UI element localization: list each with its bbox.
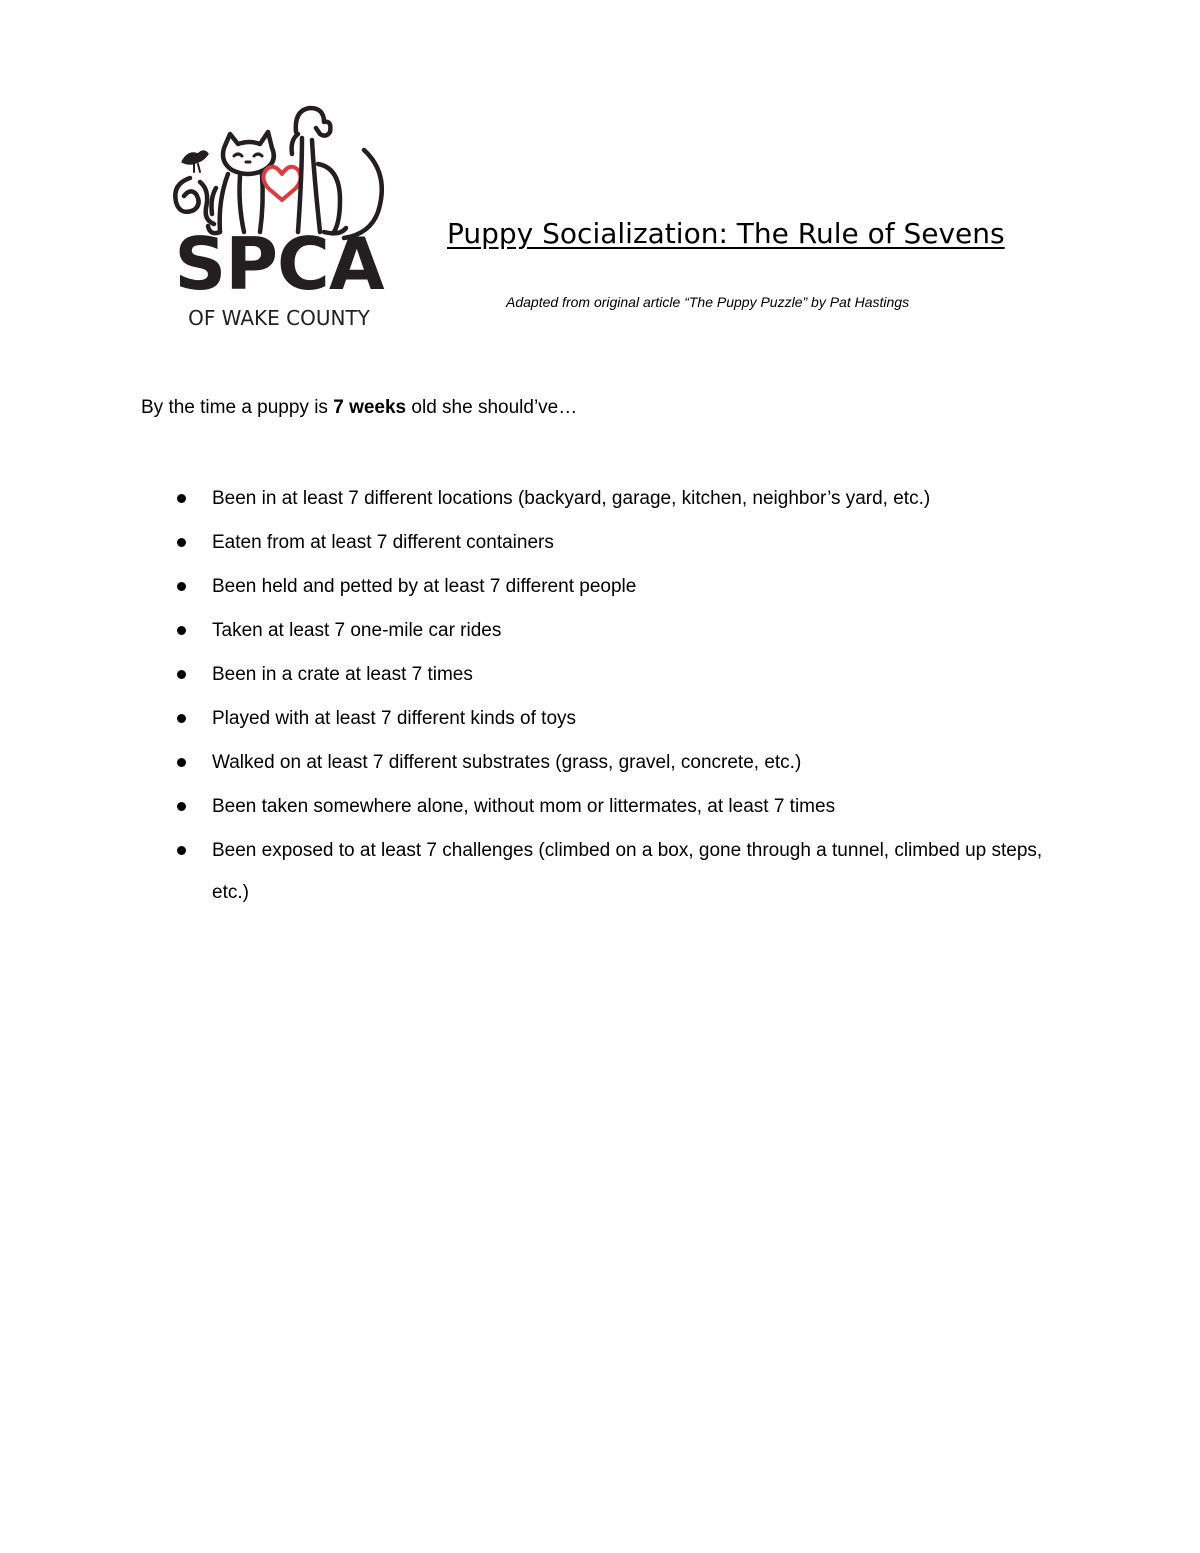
list-item xyxy=(0,478,1072,522)
logo-wordmark: SPCA xyxy=(174,222,384,306)
bullet-icon xyxy=(177,714,186,723)
page-title: Puppy Socialization: The Rule of Sevens xyxy=(447,217,1005,250)
list-item xyxy=(0,610,1072,654)
intro-emphasis: 7 weeks xyxy=(333,397,407,418)
list-item-text: Been taken somewhere alone, without mom or littermates, at least 7 times xyxy=(212,796,836,817)
bullet-icon xyxy=(177,626,186,635)
spca-logo xyxy=(164,104,394,336)
list-item-text: Walked on at least 7 different substrates (grass, gravel, concrete, etc.) xyxy=(212,752,802,773)
list-item xyxy=(0,830,1072,914)
bullet-icon xyxy=(177,582,186,591)
list-item xyxy=(0,698,1072,742)
list-item-text: Been in a crate at least 7 times xyxy=(212,664,473,685)
bullet-icon xyxy=(177,494,186,503)
attribution: Adapted from original article “The Puppy Puzzle” by Pat Hastings xyxy=(506,294,910,310)
checklist xyxy=(0,478,1200,914)
list-item-text: Been held and petted by at least 7 different people xyxy=(212,576,637,597)
list-item xyxy=(0,654,1072,698)
list-item-text: Been exposed to at least 7 challenges (climbed on a box, gone through a tunnel, climbed up steps, etc.) xyxy=(212,840,1043,903)
list-item-text: Eaten from at least 7 different containers xyxy=(212,532,554,553)
bullet-icon xyxy=(177,846,186,855)
list-item xyxy=(0,522,1072,566)
bullet-icon xyxy=(177,802,186,811)
list-item xyxy=(0,786,1072,830)
intro-sentence xyxy=(141,394,577,422)
list-item-text: Taken at least 7 one-mile car rides xyxy=(212,620,502,641)
list-item-text: Been in at least 7 different locations (backyard, garage, kitchen, neighbor’s yard, etc.) xyxy=(212,488,931,509)
list-item-text: Played with at least 7 different kinds of toys xyxy=(212,708,577,729)
logo-subtitle: OF WAKE COUNTY xyxy=(188,306,370,330)
bullet-icon xyxy=(177,758,186,767)
list-item xyxy=(0,742,1072,786)
list-item xyxy=(0,566,1072,610)
intro-text-before: By the time a puppy is xyxy=(141,397,334,418)
bullet-icon xyxy=(177,538,186,547)
bullet-icon xyxy=(177,670,186,679)
intro-text-after: old she should’ve… xyxy=(406,397,578,418)
